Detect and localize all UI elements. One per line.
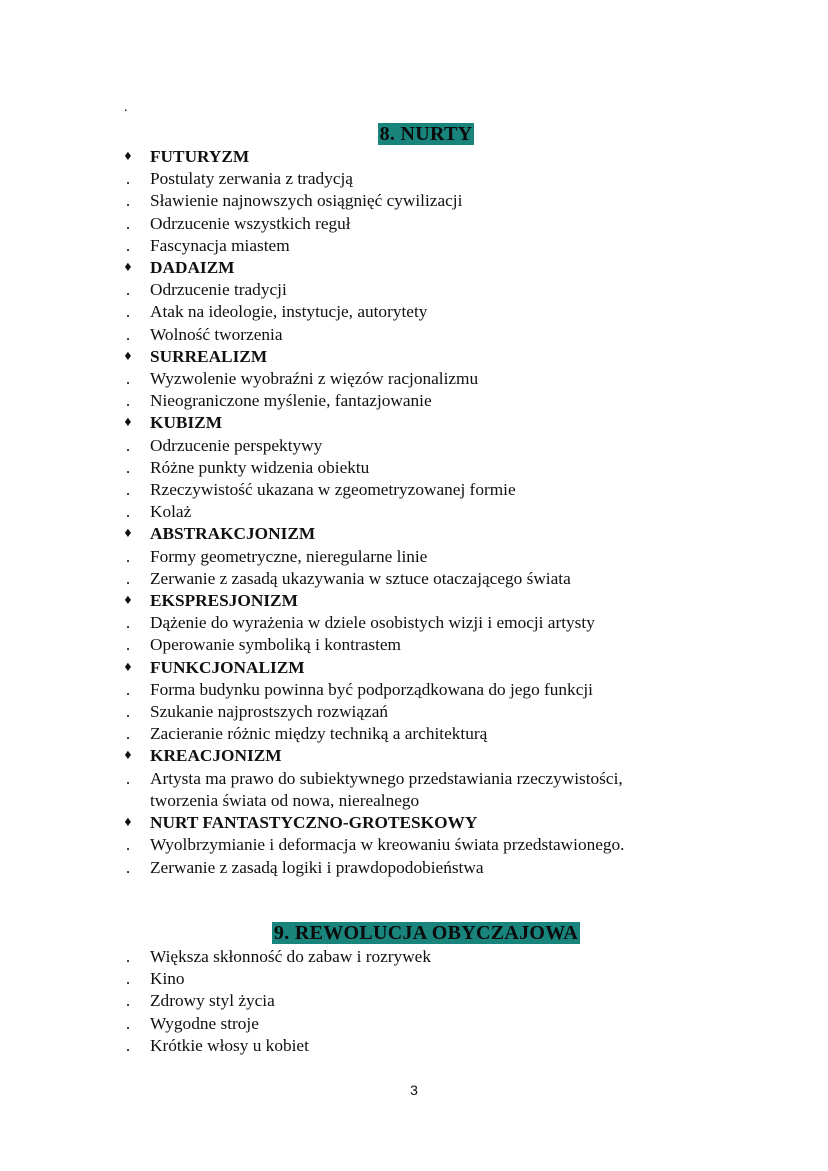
diamond-bullet-icon: ♦ (124, 659, 132, 675)
stray-mark: . (124, 100, 128, 115)
section-9-heading: 9. REWOLUCJA OBYCZAJOWA (273, 922, 579, 944)
category-heading (118, 745, 738, 767)
list-item-text: Rzeczywistość ukazana w zgeometryzowanej formie (150, 480, 516, 500)
dot-bullet-icon: . (125, 568, 131, 588)
list-item (118, 946, 738, 968)
diamond-bullet-icon: ♦ (124, 526, 132, 542)
page-number: 3 (410, 1082, 418, 1098)
list-item-text: Większa skłonność do zabaw i rozrywek (150, 947, 431, 966)
dot-bullet-icon: . (125, 546, 131, 566)
list-item (118, 168, 738, 190)
list-item-text: Formy geometryczne, nieregularne linie (150, 546, 428, 566)
list-item (118, 857, 738, 879)
list-item-text: KUBIZM (150, 413, 223, 433)
dot-bullet-icon: . (125, 324, 131, 344)
list-item-text: SURREALIZM (150, 346, 268, 366)
dot-bullet-icon: . (125, 635, 131, 655)
list-item (118, 390, 738, 412)
list-item-text: EKSPRESJONIZM (150, 591, 298, 611)
category-heading (118, 657, 738, 679)
list-item (118, 546, 738, 568)
category-heading (118, 257, 738, 279)
list-item-text: Szukanie najprostszych rozwiązań (150, 702, 389, 722)
list-item-text: NURT FANTASTYCZNO-GROTESKOWY (150, 813, 478, 833)
list-item-text: Fascynacja miastem (150, 235, 290, 255)
dot-bullet-icon: . (125, 435, 131, 455)
diamond-bullet-icon: ♦ (124, 815, 132, 831)
dot-bullet-icon: . (125, 835, 131, 855)
diamond-bullet-icon: ♦ (124, 415, 132, 431)
category-heading (118, 346, 738, 368)
list-item-text: Wyolbrzymianie i deformacja w kreowaniu świata przedstawionego. (150, 835, 625, 855)
list-item-text: Dążenie do wyrażenia w dziele osobistych wizji i emocji artysty (150, 613, 595, 633)
list-item (118, 301, 738, 323)
list-item-text: Zerwanie z zasadą logiki i prawdopodobieństwa (150, 857, 484, 877)
dot-bullet-icon: . (125, 857, 131, 877)
list-item (118, 1035, 738, 1057)
category-heading (118, 812, 738, 834)
list-item (118, 1013, 738, 1035)
dot-bullet-icon: . (125, 768, 131, 788)
category-heading (118, 146, 738, 168)
dot-bullet-icon: . (125, 991, 131, 1011)
dot-bullet-icon: . (125, 613, 131, 633)
list-item-text: Odrzucenie perspektywy (150, 435, 323, 455)
list-item-text: Odrzucenie tradycji (150, 280, 287, 300)
list-item (118, 213, 738, 235)
diamond-bullet-icon: ♦ (124, 748, 132, 764)
list-item (118, 501, 738, 523)
dot-bullet-icon: . (125, 213, 131, 233)
dot-bullet-icon: . (125, 679, 131, 699)
dot-bullet-icon: . (125, 169, 131, 189)
list-item (118, 968, 738, 990)
dot-bullet-icon: . (125, 191, 131, 211)
list-item-text: Wyzwolenie wyobraźni z więzów racjonalizmu (150, 369, 479, 389)
list-item (118, 790, 738, 812)
list-item-text: Nieograniczone myślenie, fantazjowanie (150, 391, 432, 411)
list-item-text: KREACJONIZM (150, 746, 282, 766)
dot-bullet-icon: . (125, 480, 131, 500)
list-item (118, 457, 738, 479)
dot-bullet-icon: . (125, 369, 131, 389)
list-item-text: Odrzucenie wszystkich reguł (150, 213, 351, 233)
list-item-text: Forma budynku powinna być podporządkowana do jego funkcji (150, 679, 593, 699)
section-9-list (118, 946, 738, 1057)
dot-bullet-icon: . (125, 391, 131, 411)
list-item (118, 834, 738, 856)
list-item (118, 679, 738, 701)
section-8-heading: 8. NURTY (379, 123, 473, 145)
list-item (118, 479, 738, 501)
list-item-text: Operowanie symboliką i kontrastem (150, 635, 402, 655)
list-item (118, 701, 738, 723)
dot-bullet-icon: . (125, 947, 131, 966)
list-item-text: tworzenia świata od nowa, nierealnego (150, 790, 420, 810)
list-item-text: Kolaż (150, 502, 192, 522)
list-item (118, 435, 738, 457)
category-heading (118, 590, 738, 612)
section-8-list (118, 146, 738, 879)
section-8-header (0, 123, 828, 145)
list-item-text: Zerwanie z zasadą ukazywania w sztuce otaczającego świata (150, 568, 571, 588)
list-item-text: Sławienie najnowszych osiągnięć cywilizacji (150, 191, 463, 211)
dot-bullet-icon: . (125, 302, 131, 322)
dot-bullet-icon: . (125, 502, 131, 522)
dot-bullet-icon: . (125, 235, 131, 255)
list-item (118, 768, 738, 790)
list-item-text: Różne punkty widzenia obiektu (150, 457, 370, 477)
list-item-text: Krótkie włosy u kobiet (150, 1035, 309, 1055)
dot-bullet-icon: . (125, 969, 131, 989)
list-item (118, 368, 738, 390)
diamond-bullet-icon: ♦ (124, 593, 132, 609)
list-item-text: FUTURYZM (150, 147, 250, 166)
list-item-text: Atak na ideologie, instytucje, autorytety (150, 302, 428, 322)
list-item-text: ABSTRAKCJONIZM (150, 524, 316, 544)
list-item-text: Postulaty zerwania z tradycją (150, 169, 353, 189)
list-item-text: DADAIZM (150, 258, 235, 278)
list-item (118, 612, 738, 634)
list-item (118, 279, 738, 301)
list-item-text: Wolność tworzenia (150, 324, 283, 344)
list-item (118, 723, 738, 745)
dot-bullet-icon: . (125, 702, 131, 722)
dot-bullet-icon: . (125, 457, 131, 477)
dot-bullet-icon: . (125, 1013, 131, 1033)
diamond-bullet-icon: ♦ (124, 348, 132, 364)
list-item-text: Kino (150, 969, 185, 989)
list-item-text: FUNKCJONALIZM (150, 657, 305, 677)
dot-bullet-icon: . (125, 724, 131, 744)
list-item-text: Artysta ma prawo do subiektywnego przedstawiania rzeczywistości, (150, 768, 623, 788)
category-heading (118, 412, 738, 434)
list-item (118, 568, 738, 590)
diamond-bullet-icon: ♦ (124, 149, 132, 164)
diamond-bullet-icon: ♦ (124, 260, 132, 276)
list-item-text: Wygodne stroje (150, 1013, 259, 1033)
list-item (118, 990, 738, 1012)
list-item (118, 190, 738, 212)
dot-bullet-icon: . (125, 280, 131, 300)
list-item (118, 235, 738, 257)
category-heading (118, 523, 738, 545)
dot-bullet-icon: . (125, 1035, 131, 1055)
list-item-text: Zdrowy styl życia (150, 991, 275, 1011)
list-item (118, 324, 738, 346)
list-item (118, 634, 738, 656)
section-9-header (0, 922, 828, 944)
list-item-text: Zacieranie różnic między techniką a architekturą (150, 724, 488, 744)
